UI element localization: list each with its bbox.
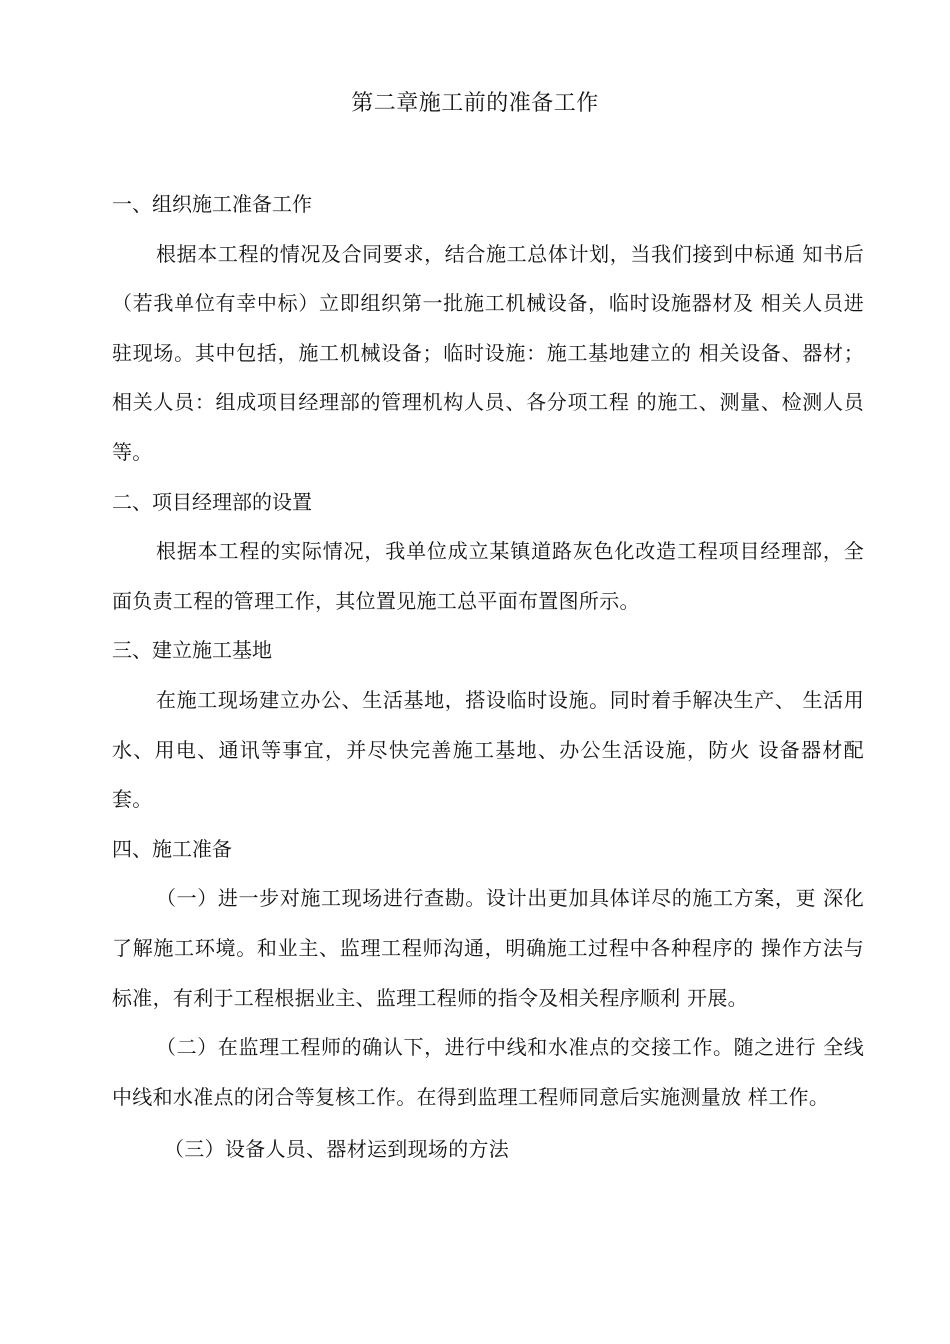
body-paragraph: 根据本工程的情况及合同要求，结合施工总体计划，当我们接到中标通 知书后（若我单位有幸中标）立即组织第一批施工机械设备，临时设施器材及 相关人员进驻现场。其中包括，施工机械设备；临时设施：施工基地建立的 相关设备、器材；相关人员：组成项目经理部的管理机构人员、各分项工程 的施工、测量、检测人员等。 [112, 241, 864, 464]
subsection-heading: （三）设备人员、器材运到现场的方法 [164, 1137, 510, 1162]
document-body [112, 180, 864, 1175]
body-paragraph: 在施工现场建立办公、生活基地，搭设临时设施。同时着手解决生产、 生活用水、用电、通讯等事宜，并尽快完善施工基地、办公生活设施，防火 设备器材配套。 [112, 687, 864, 812]
page-title: 第二章施工前的准备工作 [351, 91, 599, 116]
section-heading: 四、施工准备 [112, 836, 232, 861]
section-heading: 一、组织施工准备工作 [112, 192, 312, 216]
section-heading: 三、建立施工基地 [112, 638, 272, 663]
body-paragraph: 根据本工程的实际情况，我单位成立某镇道路灰色化改造工程项目经理部，全面负责工程的管理工作，其位置见施工总平面布置图所示。 [112, 539, 864, 613]
body-paragraph: （一）进一步对施工现场进行查勘。设计出更加具体详尽的施工方案，更 深化了解施工环境。和业主、监理工程师沟通，明确施工过程中各种程序的 操作方法与标准，有利于工程根据业主、监理工程师的指令及相关程序顺利 开展。 [112, 886, 864, 1010]
body-paragraph: （二）在监理工程师的确认下，进行中线和水准点的交接工作。随之进行 全线中线和水准点的闭合等复核工作。在得到监理工程师同意后实施测量放 样工作。 [112, 1035, 864, 1109]
section-heading: 二、项目经理部的设置 [112, 489, 312, 514]
